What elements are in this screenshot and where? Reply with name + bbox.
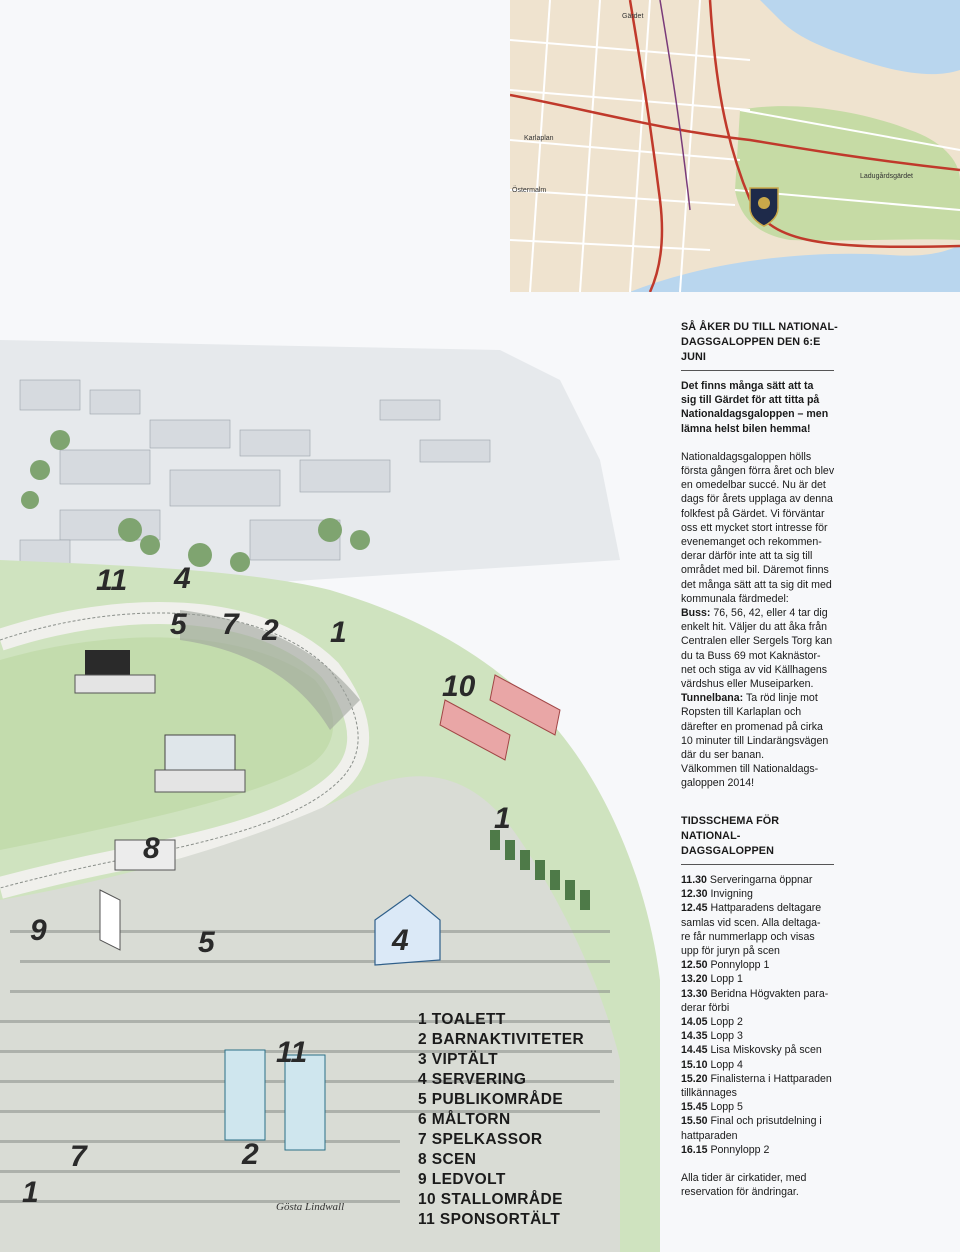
artist-signature: Gösta Lindwall (276, 1201, 345, 1213)
schedule-list (681, 873, 841, 1157)
map-label-ladugardsgardet: Ladugårdsgärdet (860, 173, 913, 180)
heading-rule (681, 370, 834, 371)
schedule-text: Invigning (707, 888, 753, 901)
schedule-text: Lopp 1 (707, 973, 743, 986)
map-label-gardet: Gärdet (622, 13, 644, 20)
schedule-text: Serveringarna öppnar (706, 874, 813, 886)
body-line: första gången förra året och blev (681, 465, 835, 478)
legend-item: 9 LEDVOLT (418, 1171, 506, 1188)
body-line: Ropsten till Karlaplan och (681, 706, 802, 719)
schedule-time: 13.20 (681, 973, 708, 986)
schedule-item (681, 1143, 841, 1157)
schedule-time: 11.30 (681, 874, 707, 886)
intro-line: lämna helst bilen hemma! (681, 422, 811, 435)
city-buildings (0, 340, 620, 600)
zone-number: 7 (222, 608, 239, 641)
zone-number: 5 (170, 608, 187, 641)
schedule (681, 814, 841, 1210)
body-line: du ta Buss 69 mot Kaknästor- (681, 649, 821, 662)
zone-number: 1 (330, 616, 347, 649)
schedule-text: Finalisterna i Hattparaden (707, 1072, 832, 1085)
schedule-text: Lopp 2 (707, 1016, 743, 1029)
zone-number: 8 (143, 832, 160, 865)
body-line: evenemanget och rekommen- (681, 536, 822, 549)
schedule-time: 12.30 (681, 888, 708, 901)
article-heading (681, 320, 841, 365)
body-line: net och stiga av vid Källhagens (681, 663, 828, 676)
schedule-item (681, 873, 841, 887)
body-line: 10 minuter till Lindarängsvägen (681, 734, 829, 747)
schedule-text: Ponnylopp 2 (707, 1143, 770, 1156)
zone-number: 1 (494, 802, 511, 835)
heading-line: DAGSGALOPPEN DEN 6:E JUNI (681, 336, 821, 363)
schedule-text-cont: tillkännages (681, 1087, 737, 1100)
body-line: dags för årets upplaga av denna (681, 493, 833, 506)
schedule-text: Ponnylopp 1 (707, 959, 770, 972)
schedule-text: Beridna Högvakten para- (707, 987, 829, 1000)
schedule-time: 14.35 (681, 1030, 708, 1043)
schedule-time: 13.30 (681, 987, 708, 1000)
article-intro (681, 379, 841, 436)
illustration-graphic (0, 340, 660, 1252)
schedule-item (681, 958, 841, 972)
ledvolt (100, 890, 120, 950)
schedule-item (681, 1072, 841, 1100)
tunnel-label: Tunnelbana: (681, 692, 744, 705)
map-graphic (510, 0, 960, 292)
area-map (510, 0, 960, 292)
legend-item: 11 SPONSORTÄLT (418, 1211, 561, 1228)
schedule-item (681, 1015, 841, 1029)
legend-item: 3 VIPTÄLT (418, 1051, 498, 1068)
schedule-text: Lopp 4 (707, 1058, 743, 1071)
schedule-time: 16.15 (681, 1143, 708, 1156)
zone-number: 11 (96, 564, 128, 597)
schedule-text-cont: hattparaden (681, 1129, 738, 1142)
schedule-time: 15.20 (681, 1072, 708, 1085)
body-line: derar därför inte att ta sig till (681, 550, 813, 563)
schedule-heading (681, 814, 841, 859)
body-line: enkelt hit. Väljer du att åka från (681, 621, 828, 634)
zone-number: 11 (276, 1036, 308, 1069)
zone-number: 2 (242, 1138, 259, 1171)
legend-item: 6 MÅLTORN (418, 1111, 511, 1128)
schedule-item (681, 1114, 841, 1142)
schedule-item (681, 887, 841, 901)
schedule-item (681, 972, 841, 986)
schedule-text: Lisa Miskovsky på scen (707, 1044, 822, 1057)
schedule-time: 14.45 (681, 1044, 708, 1057)
zone-number: 2 (262, 614, 279, 647)
schedule-time: 12.45 (681, 902, 708, 915)
body-line: en omedelbar succé. Nu är det (681, 479, 826, 492)
intro-line: Nationaldagsgaloppen – men (681, 408, 829, 421)
schedule-time: 15.45 (681, 1101, 708, 1114)
schedule-time: 15.50 (681, 1115, 708, 1128)
article-travel-info (681, 320, 841, 791)
schedule-text-cont: derar förbi (681, 1001, 730, 1014)
zone-number: 7 (70, 1140, 87, 1173)
legend-item: 1 TOALETT (418, 1011, 506, 1028)
intro-line: Det finns många sätt att ta (681, 380, 814, 392)
zone-number: 10 (442, 670, 476, 703)
body-line: där du ser banan. (681, 749, 765, 762)
map-label-karlaplan: Karlaplan (524, 135, 554, 142)
schedule-item (681, 901, 841, 958)
legend-item: 8 SCEN (418, 1151, 477, 1168)
legend-item: 5 PUBLIKOMRÅDE (418, 1091, 564, 1108)
schedule-text-cont: re får nummerlapp och visas (681, 930, 815, 943)
body-line: värdshus eller Museiparken. (681, 678, 814, 691)
schedule-text-cont: samlas vid scen. Alla deltaga- (681, 916, 821, 929)
heading-line: DAGSGALOPPEN (681, 845, 774, 857)
schedule-text: Final och prisutdelning i (707, 1115, 822, 1128)
footnote-line: reservation för ändringar. (681, 1186, 799, 1199)
body-line: därefter en promenad på cirka (681, 720, 823, 733)
event-area-illustration (0, 340, 660, 1252)
schedule-time: 12.50 (681, 959, 708, 972)
schedule-item (681, 1029, 841, 1043)
legend-item: 4 SERVERING (418, 1071, 527, 1088)
schedule-item (681, 1058, 841, 1072)
zone-number: 9 (30, 914, 47, 947)
body-line: Välkommen till Nationaldags- (681, 763, 819, 776)
body-line: området med bil. Däremot finns (681, 564, 829, 577)
schedule-footnote (681, 1171, 841, 1199)
body-line: 76, 56, 42, eller 4 tar dig (710, 607, 828, 620)
legend-item: 7 SPELKASSOR (418, 1131, 543, 1148)
schedule-text-cont: upp för juryn på scen (681, 945, 780, 958)
bus-label: Buss: (681, 607, 711, 620)
footnote-line: Alla tider är cirkatider, med (681, 1172, 807, 1185)
schedule-time: 14.05 (681, 1016, 708, 1029)
body-line: Centralen eller Sergels Torg kan (681, 635, 833, 648)
schedule-text: Lopp 5 (707, 1101, 743, 1114)
body-line: folkfest på Gärdet. Vi förväntar (681, 507, 825, 520)
zone-number: 5 (198, 926, 215, 959)
heading-line: SÅ ÅKER DU TILL NATIONAL- (681, 321, 838, 333)
legend-item: 2 BARNAKTIVITETER (418, 1031, 585, 1048)
zone-number: 4 (392, 924, 409, 957)
schedule-rule (681, 864, 834, 865)
article-body (681, 450, 841, 791)
body-line: galoppen 2014! (681, 777, 755, 790)
zone-number: 4 (174, 562, 191, 595)
schedule-item (681, 1043, 841, 1057)
schedule-time: 15.10 (681, 1058, 708, 1071)
body-line: oss ett mycket stort intresse för (681, 521, 828, 534)
intro-line: sig till Gärdet för att titta på (681, 394, 820, 407)
body-line: kommunala färdmedel: (681, 592, 789, 605)
body-line: Ta röd linje mot (743, 692, 818, 705)
schedule-text: Lopp 3 (707, 1030, 743, 1043)
schedule-item (681, 1100, 841, 1114)
schedule-text: Hattparadens deltagare (707, 902, 822, 915)
legend-item: 10 STALLOMRÅDE (418, 1191, 563, 1208)
body-line: Nationaldagsgaloppen hölls (681, 450, 812, 463)
zone-number: 1 (22, 1176, 39, 1209)
body-line: det många sätt att ta sig dit med (681, 578, 832, 591)
schedule-item (681, 987, 841, 1015)
heading-line: TIDSSCHEMA FÖR NATIONAL- (681, 815, 780, 842)
map-label-ostermalm: Östermalm (512, 187, 547, 194)
